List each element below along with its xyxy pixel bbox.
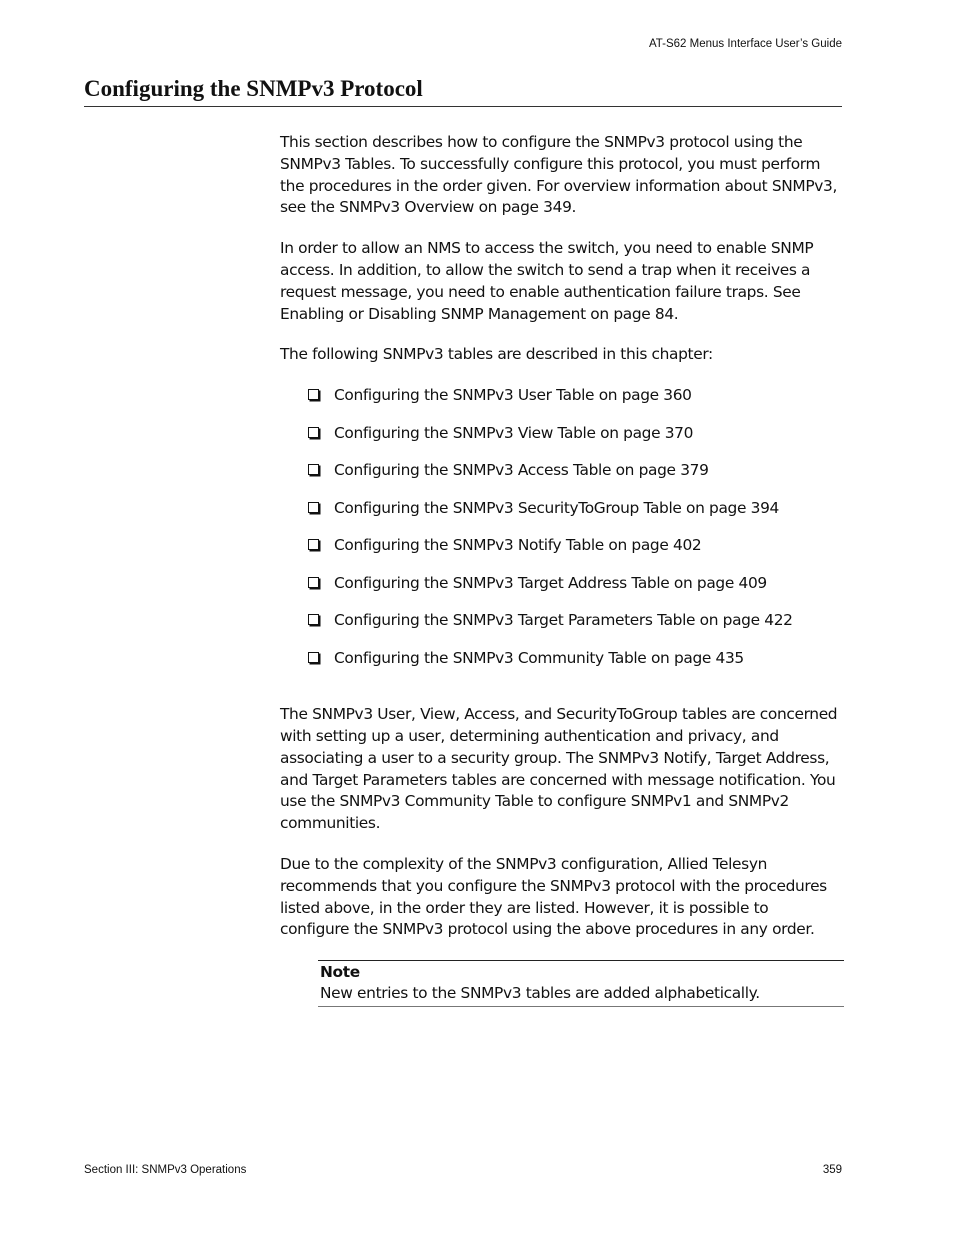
section-title: Configuring the SNMPv3 Protocol <box>84 76 842 107</box>
checkbox-bullet-icon <box>308 427 319 438</box>
list-item-text[interactable]: Configuring the SNMPv3 Notify Table on page 402 <box>334 536 702 555</box>
list-item <box>308 460 842 498</box>
list-item-text[interactable]: Configuring the SNMPv3 Community Table on page 435 <box>334 648 744 667</box>
toc-list <box>280 385 842 685</box>
list-item-text[interactable]: Configuring the SNMPv3 Target Address Table on page 409 <box>334 573 767 592</box>
intro-paragraph: This section describes how to configure the SNMPv3 protocol using the SNMPv3 Tables. To successfully configure this protocol, you must perform the procedures in the order given. For overview information about SNMPv3, see the SNMPv3 Overview on page 349. <box>280 133 838 217</box>
complexity-paragraph: Due to the complexity of the SNMPv3 configuration, Allied Telesyn recommends that you configure the SNMPv3 protocol with the procedures listed above, in the order they are listed. However, it is possible to configure the SNMPv3 protocol using the above procedures in any order. <box>280 854 827 939</box>
tables-summary-paragraph: The SNMPv3 User, View, Access, and SecurityToGroup tables are concerned with setting up a user, determining authentication and privacy, and associating a user to a security group. The SNMPv3 Notify, Target Address, and Target Parameters tables are concerned with message notification. You use the SNMPv3 Community Table to configure SNMPv1 and SNMPv2 communities. <box>280 705 838 833</box>
snmp-access-paragraph: In order to allow an NMS to access the switch, you need to enable SNMP access. In addition, to allow the switch to send a trap when it receives a request message, you need to enable authentication failure traps. See Enabling or Disabling SNMP Management on page 84. <box>280 239 814 323</box>
list-item <box>308 648 842 686</box>
note-text: New entries to the SNMPv3 tables are added alphabetically. <box>320 984 760 1003</box>
footer-section-label: Section III: SNMPv3 Operations <box>84 1164 247 1176</box>
list-item-text[interactable]: Configuring the SNMPv3 Target Parameters Table on page 422 <box>334 611 793 630</box>
list-item <box>308 610 842 648</box>
note-title: Note <box>320 963 360 982</box>
list-item-text[interactable]: Configuring the SNMPv3 Access Table on page 379 <box>334 461 709 480</box>
list-item-text[interactable]: Configuring the SNMPv3 User Table on page 360 <box>334 386 692 405</box>
note-box <box>318 960 844 1007</box>
list-item <box>308 498 842 536</box>
list-item-text[interactable]: Configuring the SNMPv3 SecurityToGroup Table on page 394 <box>334 498 779 517</box>
list-item <box>308 573 842 611</box>
list-item <box>308 385 842 423</box>
footer-page-number: 359 <box>822 1164 842 1176</box>
tables-intro-paragraph: The following SNMPv3 tables are described in this chapter: <box>280 345 713 364</box>
list-item <box>308 535 842 573</box>
body-column <box>280 132 842 1007</box>
checkbox-bullet-icon <box>308 464 319 475</box>
list-item <box>308 423 842 461</box>
checkbox-bullet-icon <box>308 539 319 550</box>
checkbox-bullet-icon <box>308 614 319 625</box>
checkbox-bullet-icon <box>308 502 319 513</box>
list-item-text[interactable]: Configuring the SNMPv3 View Table on page 370 <box>334 423 694 442</box>
checkbox-bullet-icon <box>308 652 319 663</box>
checkbox-bullet-icon <box>308 389 319 400</box>
checkbox-bullet-icon <box>308 577 319 588</box>
running-header: AT-S62 Menus Interface User’s Guide <box>648 38 842 50</box>
